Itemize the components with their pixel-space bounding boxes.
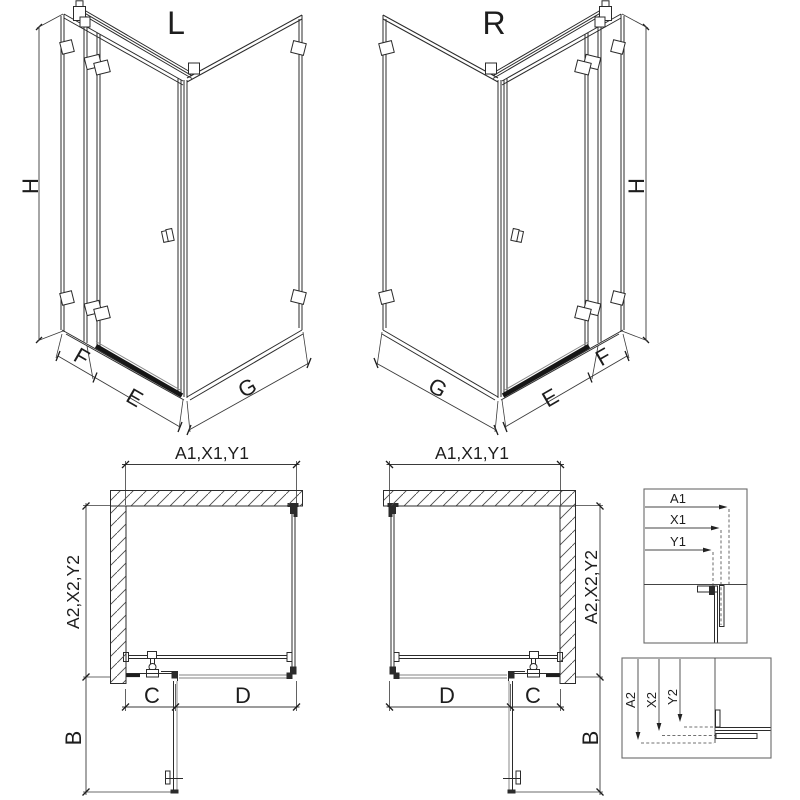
- dim-label-b-right: B: [578, 730, 603, 746]
- wall-hatch-top-left-plan: [111, 491, 303, 507]
- dim-label-side-left: G: [233, 372, 261, 403]
- detail-label-a2: A2: [623, 692, 638, 708]
- dim-label-d-left: D: [235, 683, 251, 708]
- wall-hatch-side-left-plan: [111, 506, 127, 684]
- dim-label-door-left: E: [122, 383, 148, 413]
- dim-label-door-right: E: [537, 383, 563, 413]
- detail-label-y2: Y2: [665, 689, 680, 705]
- dim-label-depth-group-right: A2,X2,Y2: [581, 550, 601, 624]
- iso-right-title: R: [482, 5, 506, 41]
- plan-left-walls: [111, 491, 303, 684]
- iso-left-title: L: [167, 5, 185, 41]
- iso-view-right-art: [374, 1, 649, 435]
- detail-box-a1x1y1: [644, 489, 747, 643]
- iso-view-left-art: [36, 1, 311, 435]
- dim-label-b-left: B: [61, 730, 86, 746]
- detail-label-x2: X2: [644, 692, 659, 708]
- dim-label-d-right: D: [439, 683, 455, 708]
- dim-label-width-group-left: A1,X1,Y1: [175, 443, 249, 463]
- wall-hatch-side-right-plan: [560, 506, 576, 684]
- dim-label-fixed-left: F: [69, 342, 94, 371]
- detail-label-x1: X1: [670, 512, 686, 527]
- dim-label-height-left: H: [18, 178, 43, 194]
- detail-label-y1: Y1: [670, 534, 686, 549]
- dim-label-c-right: C: [525, 683, 541, 708]
- dim-label-depth-group-left: A2,X2,Y2: [63, 555, 83, 629]
- dim-label-width-group-right: A1,X1,Y1: [435, 443, 509, 463]
- dim-label-c-left: C: [144, 683, 160, 708]
- dim-label-side-right: G: [424, 372, 452, 403]
- detail-label-a1: A1: [670, 491, 686, 506]
- plan-right-walls: [384, 491, 576, 684]
- dim-label-height-right: H: [624, 178, 649, 194]
- dim-label-fixed-right: F: [591, 342, 616, 371]
- wall-hatch-top-right-plan: [384, 491, 576, 507]
